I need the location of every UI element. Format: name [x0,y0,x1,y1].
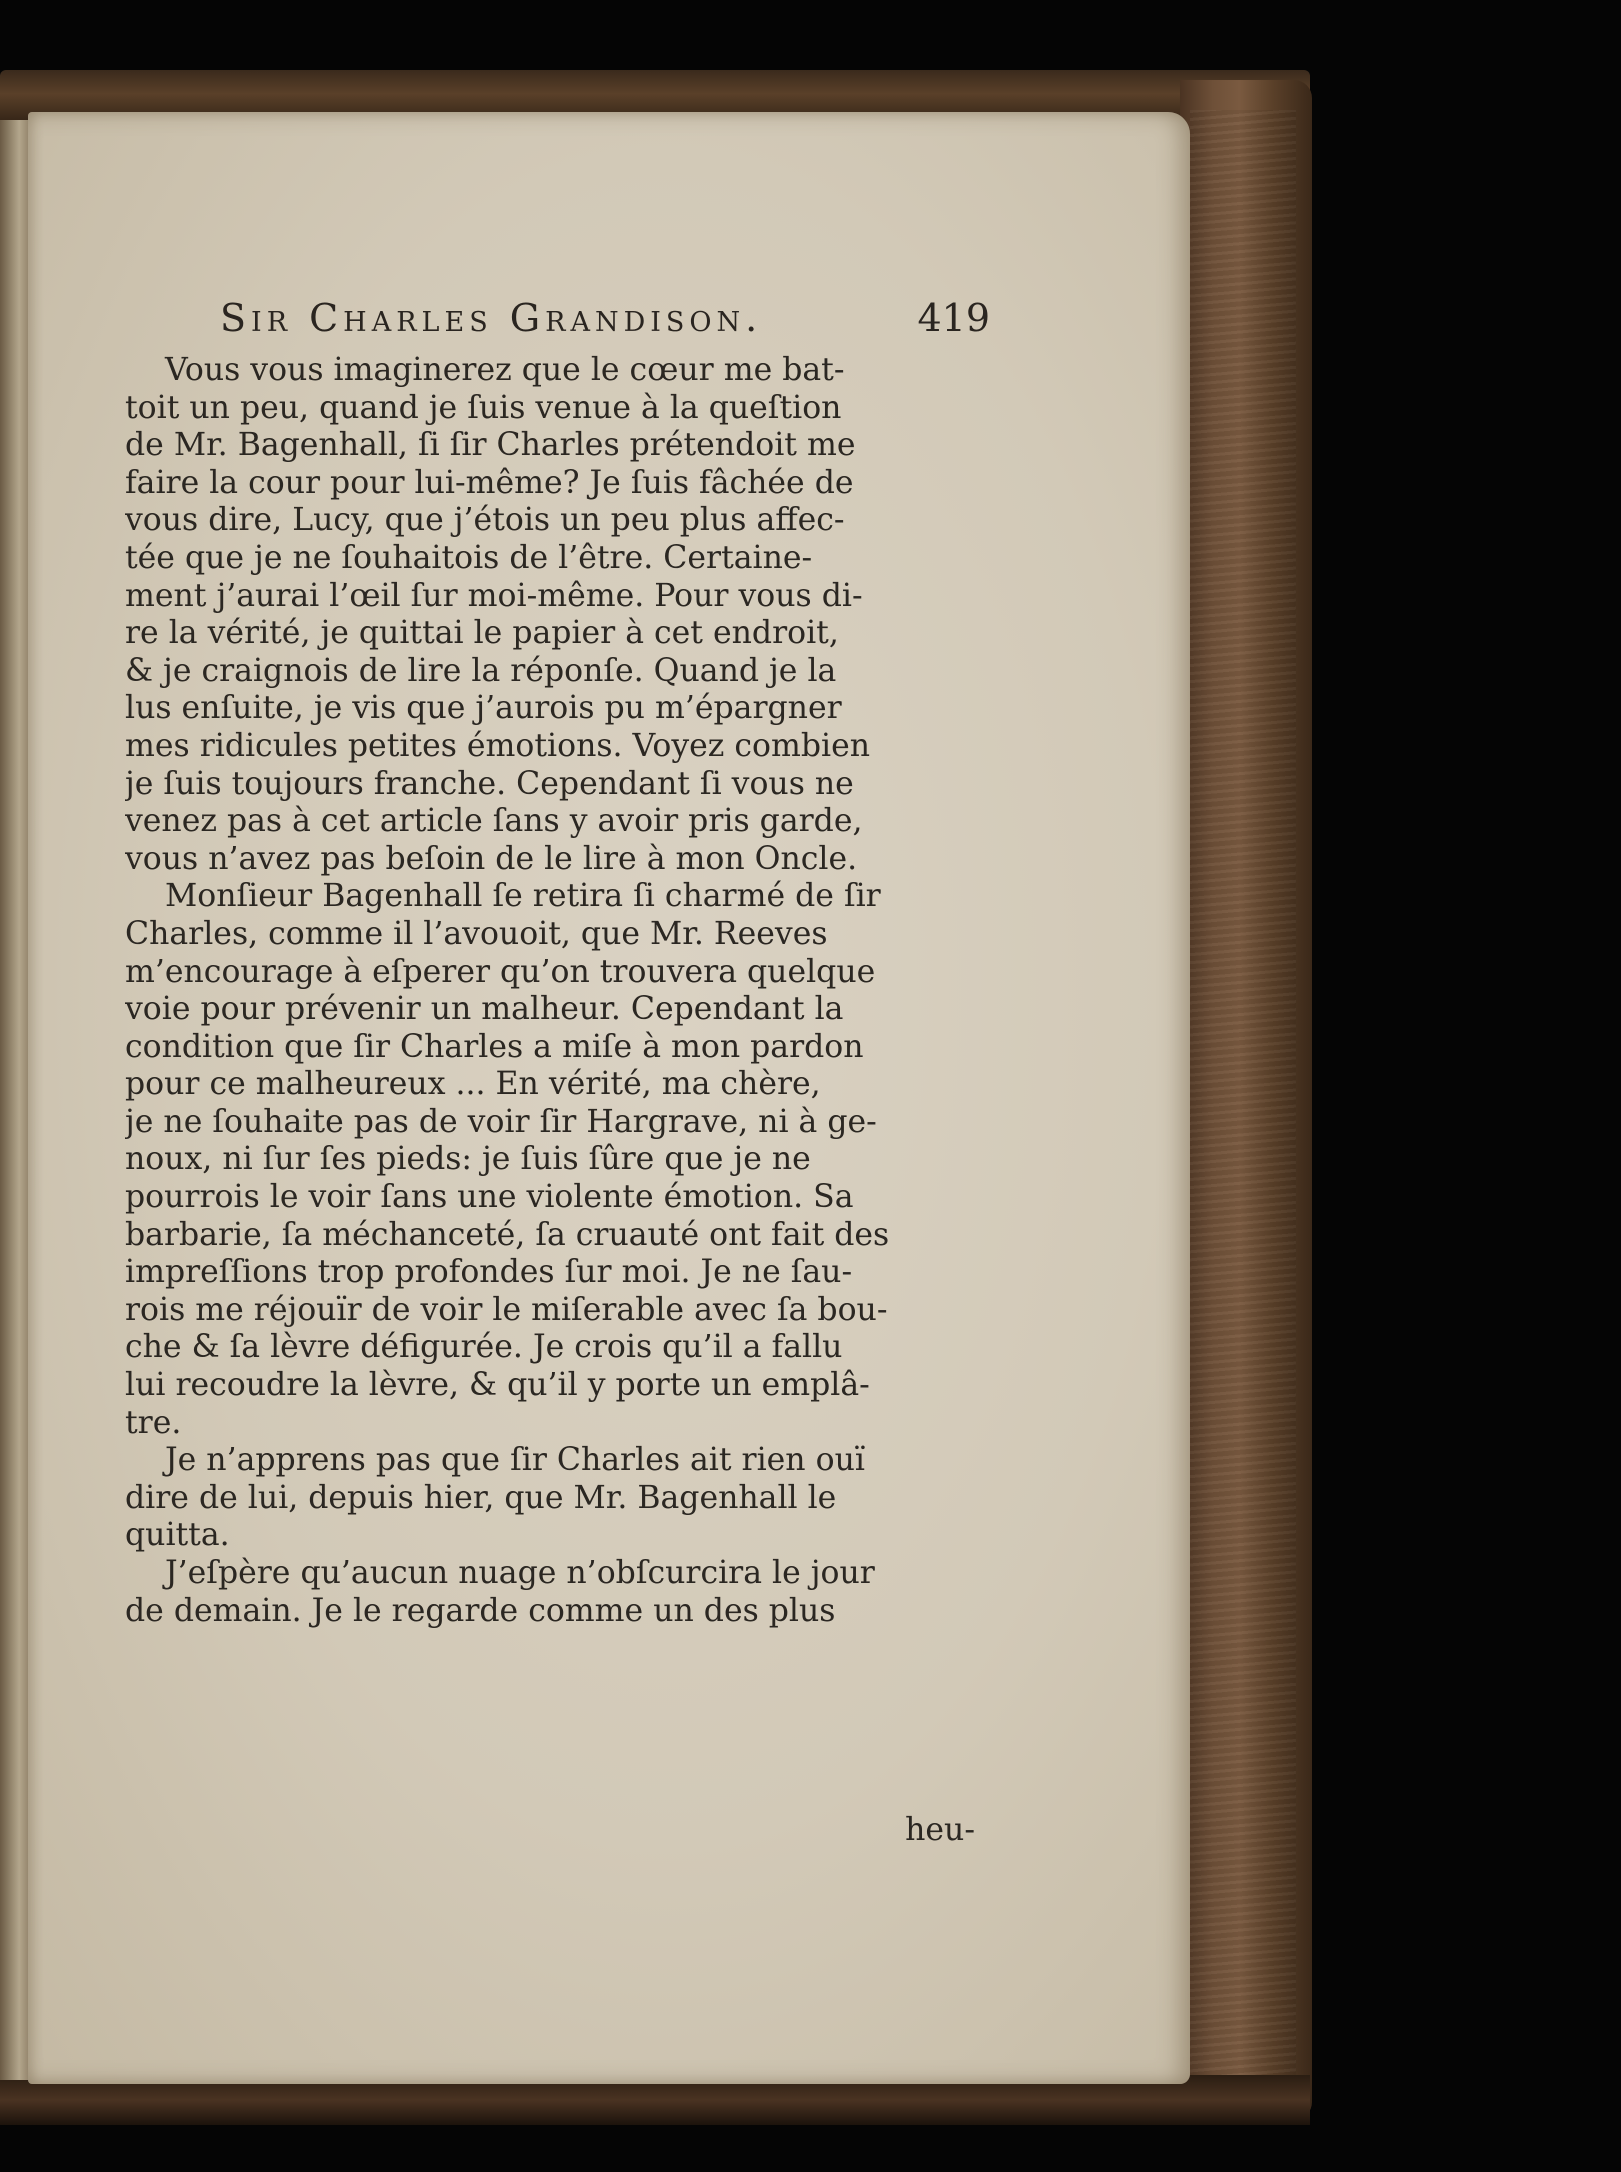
text-line: de demain. Je le regarde comme un des plus [125,1592,836,1629]
text-line: pour ce malheureux ... En vérité, ma chère, [125,1066,821,1103]
text-line: m’encourage à eſperer qu’on trouvera quelque [125,953,876,990]
text-line: impreſſions trop profondes ſur moi. Je ne ſau- [125,1254,853,1291]
text-line: quitta. [125,1517,230,1554]
page-body-text [125,352,970,1630]
text-line: che & ſa lèvre défigurée. Je crois qu’il a fallu [125,1329,843,1366]
text-line: je ſuis toujours franche. Cependant ſi vous ne [125,765,854,802]
text-line: & je craignois de lire la réponſe. Quand je la [125,652,837,689]
catchword: heu- [905,1812,975,1848]
running-title: Sir Charles Grandison. [220,296,763,340]
text-line: rois me réjouïr de voir le miſerable avec ſa bou- [125,1291,888,1328]
text-line: Charles, comme il l’avouoit, que Mr. Reeves [125,915,828,952]
text-line: dire de lui, depuis hier, que Mr. Bagenhall le [125,1479,837,1516]
page-number: 419 [917,296,990,340]
text-line: de Mr. Bagenhall, ſi ſir Charles prétendoit me [125,427,856,464]
text-line: pourrois le voir ſans une violente émotion. Sa [125,1179,854,1216]
text-line: faire la cour pour lui-même? Je ſuis fâchée de [125,464,854,501]
text-line: je ne ſouhaite pas de voir ſir Hargrave, ni à ge- [125,1103,877,1140]
text-line: Je n’apprens pas que ſir Charles ait rien ouï [165,1442,865,1479]
book-cover-spine-edge [1180,80,1312,2120]
text-line: Monſieur Bagenhall ſe retira ſi charmé de ſir [165,878,881,915]
text-line: tée que je ne ſouhaitois de l’être. Certaine- [125,539,813,576]
text-line: mes ridicules petites émotions. Voyez combien [125,727,871,764]
text-line: noux, ni ſur ſes pieds: je ſuis ſûre que je ne [125,1141,811,1178]
text-line: re la vérité, je quittai le papier à cet endroit, [125,615,839,652]
text-line: barbarie, ſa méchanceté, ſa cruauté ont fait des [125,1216,890,1253]
text-line: Vous vous imaginerez que le cœur me bat- [165,352,845,388]
running-header [220,296,990,356]
text-line: lus enſuite, je vis que j’aurois pu m’épargner [125,690,842,727]
text-line: lui recoudre la lèvre, & qu’il y porte un emplâ- [125,1367,870,1404]
text-line: voie pour prévenir un malheur. Cependant la [125,991,844,1028]
text-line: condition que ſir Charles a miſe à mon pardon [125,1028,864,1065]
text-line: J’eſpère qu’aucun nuage n’obſcurcira le jour [165,1555,875,1591]
text-line: vous n’avez pas beſoin de le lire à mon Oncle. [125,840,858,877]
text-line: ment j’aurai l’œil ſur moi-même. Pour vous di- [125,577,863,614]
text-line: venez pas à cet article ſans y avoir pris garde, [125,803,863,840]
text-line: tre. [125,1404,182,1441]
text-line: toit un peu, quand je ſuis venue à la queſtion [125,389,842,426]
text-line: vous dire, Lucy, que j’étois un peu plus affec- [125,502,845,539]
